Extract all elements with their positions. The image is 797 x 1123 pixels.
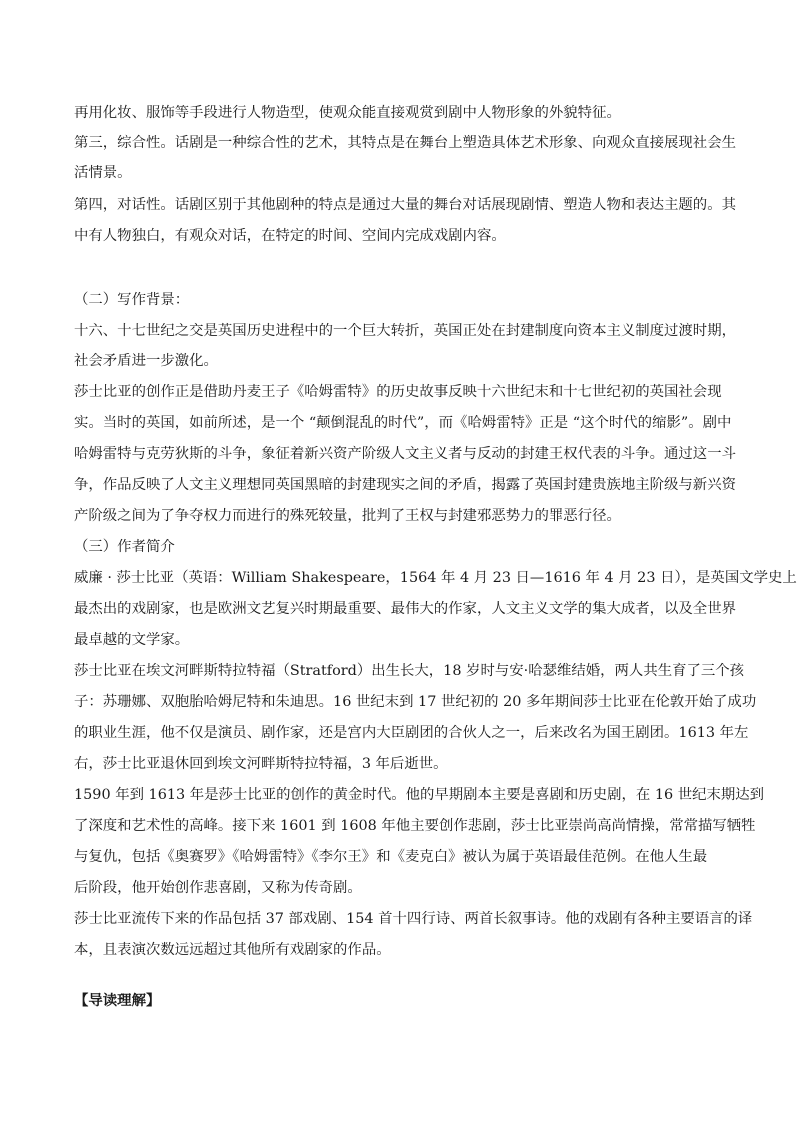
body-line: 第四，对话性。话剧区别于其他剧种的特点是通过大量的舞台对话展现剧情、塑造人物和表达主题的。其 bbox=[74, 197, 736, 213]
body-line: 威廉 · 莎士比亚（英语：William Shakespeare，1564 年 4 月 23 日—1616 年 4 月 23 日），是英国文学史上 bbox=[74, 570, 797, 586]
section-heading-background: （二）写作背景： bbox=[74, 292, 190, 308]
body-line: 本，且表演次数远远超过其他所有戏剧家的作品。 bbox=[74, 942, 391, 958]
body-line: 后阶段，他开始创作悲喜剧，又称为传奇剧。 bbox=[74, 880, 362, 896]
body-line: 1590 年到 1613 年是莎士比亚的创作的黄金时代。他的早期剧本主要是喜剧和历史剧，在 16 世纪末期达到 bbox=[74, 787, 765, 803]
body-line: 社会矛盾进一步激化。 bbox=[74, 353, 218, 369]
body-line: 十六、十七世纪之交是英国历史进程中的一个巨大转折，英国正处在封建制度向资本主义制度过渡时期， bbox=[74, 323, 736, 339]
body-line: 活情景。 bbox=[74, 165, 132, 181]
section-heading-author: （三）作者简介 bbox=[74, 539, 175, 555]
body-line: 莎士比亚的创作正是借助丹麦王子《哈姆雷特》的历史故事反映十六世纪末和十七世纪初的英国社会现 bbox=[74, 384, 722, 400]
body-line: 第三，综合性。话剧是一种综合性的艺术，其特点是在舞台上塑造具体艺术形象、向观众直接展现社会生 bbox=[74, 135, 736, 151]
body-line: 莎士比亚流传下来的作品包括 37 部戏剧、154 首十四行诗、两首长叙事诗。他的戏剧有各种主要语言的译 bbox=[74, 911, 753, 927]
body-line: 右，莎士比亚退休回到埃文河畔斯特拉特福，3 年后逝世。 bbox=[74, 756, 448, 772]
body-line: 中有人物独白，有观众对话，在特定的时间、空间内完成戏剧内容。 bbox=[74, 228, 506, 244]
body-line: 的职业生涯，他不仅是演员、剧作家，还是宫内大臣剧团的合伙人之一，后来改名为国王剧团。1613 年左 bbox=[74, 725, 749, 741]
body-line: 实。当时的英国，如前所述，是一个 “颠倒混乱的时代”，而《哈姆雷特》正是 “这个时代的缩影”。剧中 bbox=[74, 415, 732, 431]
body-line: 最卓越的文学家。 bbox=[74, 632, 190, 648]
body-line: 争，作品反映了人文主义理想同英国黑暗的封建现实之间的矛盾，揭露了英国封建贵族地主阶级与新兴资 bbox=[74, 477, 736, 493]
body-line: 与复仇，包括《奥赛罗》《哈姆雷特》《李尔王》和《麦克白》被认为属于英语最佳范例。在他人生最 bbox=[74, 849, 708, 865]
body-line: 最杰出的戏剧家，也是欧洲文艺复兴时期最重要、最伟大的作家，人文主义文学的集大成者，以及全世界 bbox=[74, 601, 736, 617]
body-line: 再用化妆、服饰等手段进行人物造型，使观众能直接观赏到剧中人物形象的外貌特征。 bbox=[74, 105, 621, 121]
body-line: 产阶级之间为了争夺权力而进行的殊死较量，批判了王权与封建邪恶势力的罪恶行径。 bbox=[74, 508, 621, 524]
body-line: 莎士比亚在埃文河畔斯特拉特福（Stratford）出生长大，18 岁时与安·哈瑟维结婚，两人共生育了三个孩 bbox=[74, 663, 745, 679]
body-line: 了深度和艺术性的高峰。接下来 1601 到 1608 年他主要创作悲剧，莎士比亚崇尚高尚情操，常常描写牺牲 bbox=[74, 818, 756, 834]
body-line: 哈姆雷特与克劳狄斯的斗争，象征着新兴资产阶级人文主义者与反动的封建王权代表的斗争。通过这一斗 bbox=[74, 446, 736, 462]
section-heading-guided-reading: 【导读理解】 bbox=[74, 992, 161, 1009]
body-line: 子：苏珊娜、双胞胎哈姆尼特和朱迪思。16 世纪末到 17 世纪初的 20 多年期间莎士比亚在伦敦开始了成功 bbox=[74, 694, 757, 710]
